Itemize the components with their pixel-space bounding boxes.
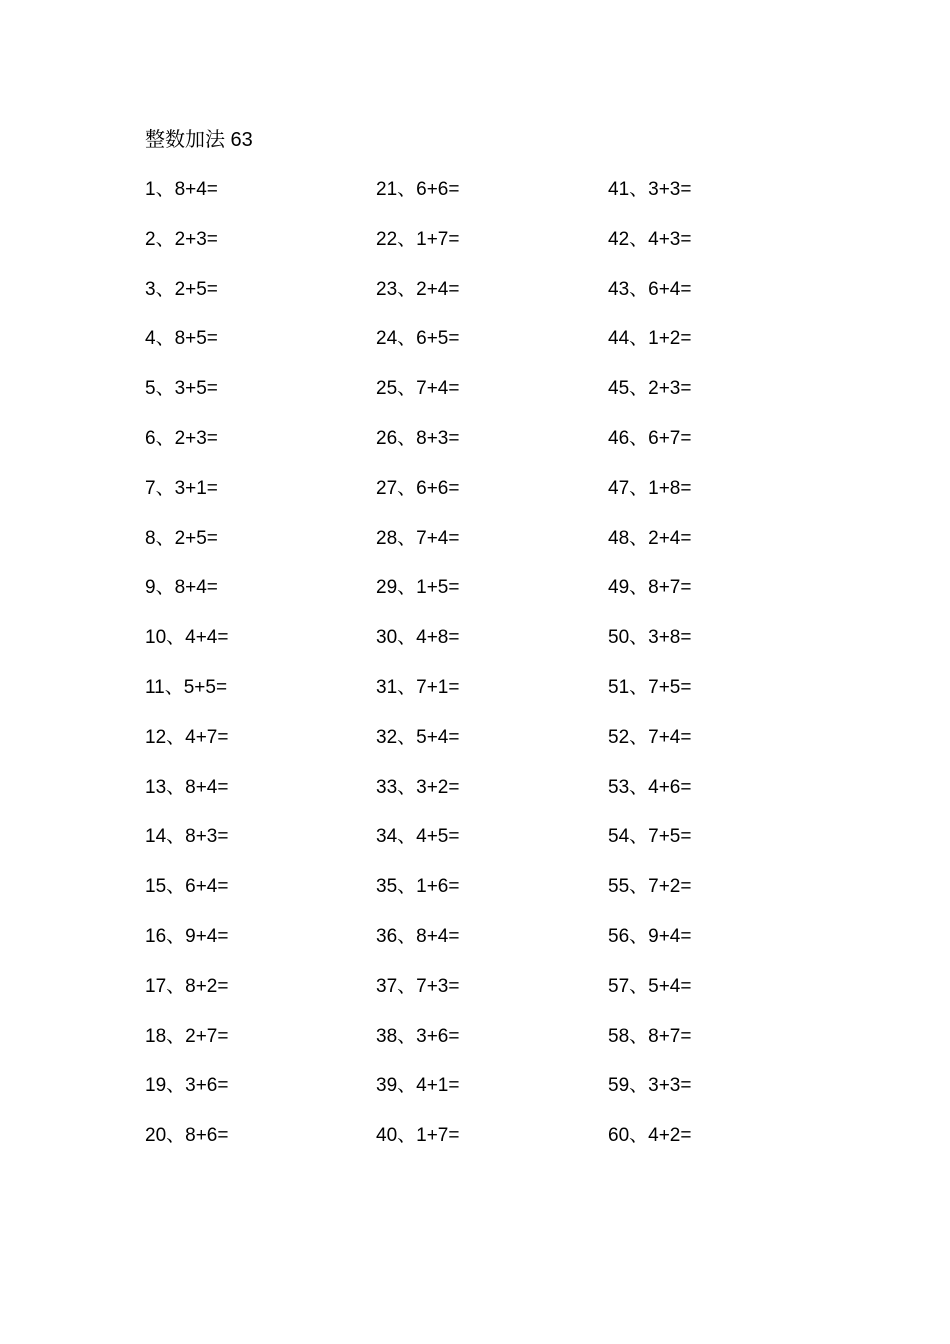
problem-item: 37、7+3= (376, 975, 460, 997)
problem-item: 19、3+6= (145, 1075, 229, 1097)
problem-column-2 (376, 176, 596, 1172)
problem-item: 32、5+4= (376, 726, 460, 748)
problem-item: 40、1+7= (376, 1125, 460, 1147)
problem-item: 25、7+4= (376, 378, 460, 400)
problem-item: 51、7+5= (608, 676, 692, 698)
problem-item: 48、2+4= (608, 527, 692, 549)
problem-item: 31、7+1= (376, 676, 460, 698)
problem-item: 44、1+2= (608, 328, 692, 350)
problem-item: 15、6+4= (145, 876, 229, 898)
problem-item: 34、4+5= (376, 826, 460, 848)
problem-item: 24、6+5= (376, 328, 460, 350)
problem-item: 28、7+4= (376, 527, 460, 549)
problem-item: 50、3+8= (608, 627, 692, 649)
problem-item: 57、5+4= (608, 975, 692, 997)
problem-item: 7、3+1= (145, 477, 218, 499)
problem-item: 39、4+1= (376, 1075, 460, 1097)
problem-item: 11、5+5= (145, 676, 228, 698)
problem-item: 36、8+4= (376, 925, 460, 947)
problem-item: 8、2+5= (145, 527, 218, 549)
problem-item: 26、8+3= (376, 427, 460, 449)
problem-item: 46、6+7= (608, 427, 692, 449)
problem-item: 27、6+6= (376, 477, 460, 499)
problem-item: 45、2+3= (608, 378, 692, 400)
problem-item: 21、6+6= (376, 179, 460, 200)
problem-item: 12、4+7= (145, 726, 229, 748)
problem-item: 43、6+4= (608, 278, 692, 300)
problem-item: 58、8+7= (608, 1025, 692, 1047)
problem-item: 60、4+2= (608, 1125, 692, 1147)
problem-item: 4、8+5= (145, 328, 218, 350)
problem-item: 47、1+8= (608, 477, 692, 499)
problem-item: 20、8+6= (145, 1125, 229, 1147)
problem-item: 53、4+6= (608, 776, 692, 798)
problem-item: 23、2+4= (376, 278, 460, 300)
problem-item: 35、1+6= (376, 876, 460, 898)
problem-item: 3、2+5= (145, 278, 218, 300)
problem-item: 17、8+2= (145, 975, 229, 997)
problem-item: 29、1+5= (376, 577, 460, 599)
problem-item: 10、4+4= (145, 627, 229, 649)
problem-column-1 (145, 176, 365, 1172)
problem-item: 33、3+2= (376, 776, 460, 798)
problem-item: 42、4+3= (608, 228, 692, 250)
problem-item: 56、9+4= (608, 925, 692, 947)
problem-item: 54、7+5= (608, 826, 692, 848)
problem-item: 38、3+6= (376, 1025, 460, 1047)
problem-item: 13、8+4= (145, 776, 229, 798)
problem-item: 16、9+4= (145, 925, 229, 947)
problem-item: 59、3+3= (608, 1075, 692, 1097)
problem-column-3 (608, 176, 828, 1172)
problem-item: 52、7+4= (608, 726, 692, 748)
problem-item: 22、1+7= (376, 228, 460, 250)
problem-item: 41、3+3= (608, 179, 692, 200)
problem-item: 14、8+3= (145, 826, 229, 848)
problem-item: 18、2+7= (145, 1025, 229, 1047)
problem-item: 30、4+8= (376, 627, 460, 649)
problem-item: 55、7+2= (608, 876, 692, 898)
page-title: 整数加法 63 (145, 129, 253, 151)
problem-item: 49、8+7= (608, 577, 692, 599)
problem-item: 2、2+3= (145, 228, 218, 250)
problem-item: 1、8+4= (145, 179, 218, 200)
problem-item: 6、2+3= (145, 427, 218, 449)
problem-item: 9、8+4= (145, 577, 218, 599)
problem-item: 5、3+5= (145, 378, 218, 400)
